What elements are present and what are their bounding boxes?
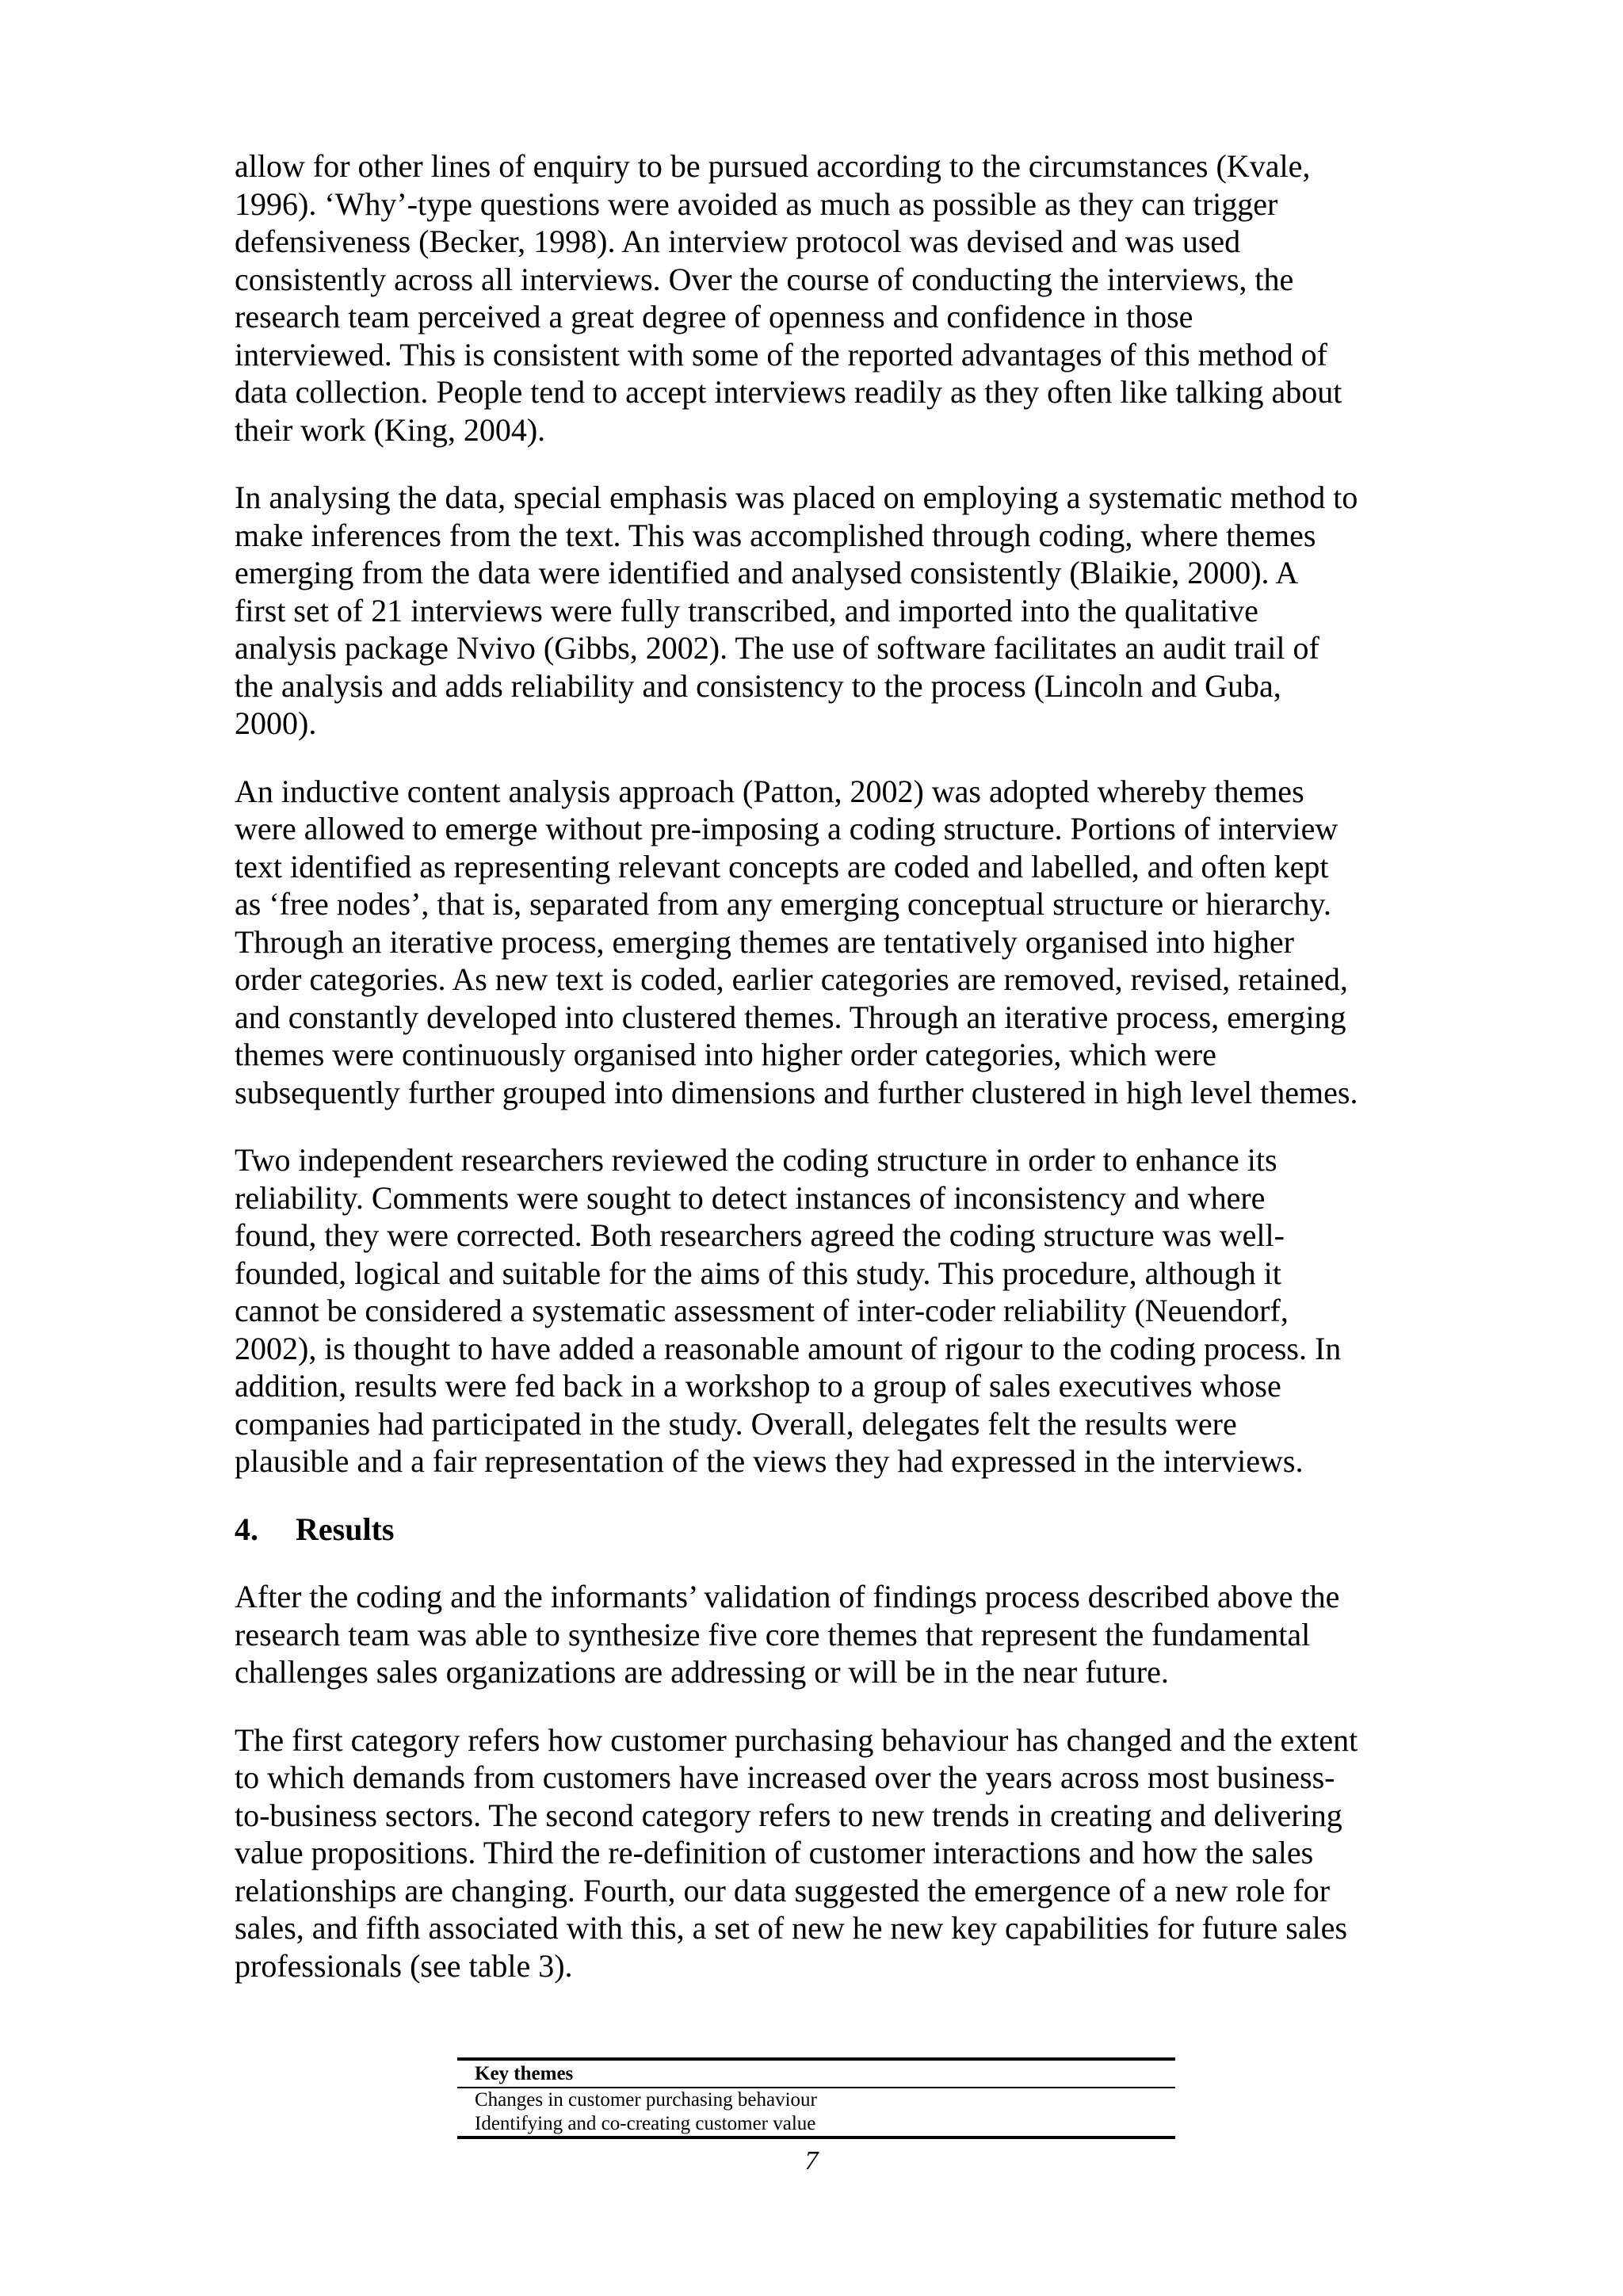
text-line: subsequently further grouped into dimensions and further clustered in high level themes. bbox=[235, 1074, 1358, 1110]
text-line: After the coding and the informants’ validation of findings process described above the bbox=[235, 1579, 1340, 1614]
text-line: and constantly developed into clustered themes. Through an iterative process, emerging bbox=[235, 999, 1346, 1035]
text-line: reliability. Comments were sought to detect instances of inconsistency and where bbox=[235, 1179, 1266, 1216]
table-row: Changes in customer purchasing behaviour bbox=[475, 2089, 817, 2111]
text-line: 1996). ‘Why’-type questions were avoided as much as possible as they can trigger bbox=[235, 185, 1278, 222]
text-line: value propositions. Third the re-definition of customer interactions and how the sales bbox=[235, 1835, 1314, 1870]
text-line: The first category refers how customer purchasing behaviour has changed and the extent bbox=[235, 1721, 1358, 1758]
document-body bbox=[235, 147, 1415, 2015]
table-bottom-rule bbox=[457, 2136, 1175, 2139]
text-line: consistently across all interviews. Over the course of conducting the interviews, the bbox=[235, 261, 1294, 297]
text-line: were allowed to emerge without pre-imposing a coding structure. Portions of interview bbox=[235, 811, 1338, 846]
text-line: to-business sectors. The second category refers to new trends in creating and delivering bbox=[235, 1797, 1342, 1833]
text-line: interviewed. This is consistent with some of the reported advantages of this method of bbox=[235, 336, 1327, 372]
text-line: In analysing the data, special emphasis was placed on employing a systematic method to bbox=[235, 479, 1358, 515]
text-line: professionals (see table 3). bbox=[235, 1947, 573, 1984]
paragraph-reliability bbox=[235, 1141, 1415, 1480]
section-title: Results bbox=[296, 1511, 395, 1547]
section-number: 4. bbox=[235, 1511, 258, 1547]
text-line: 2000). bbox=[235, 705, 317, 741]
paragraph-data-analysis bbox=[235, 479, 1415, 743]
text-line: relationships are changing. Fourth, our data suggested the emergence of a new role for bbox=[235, 1872, 1331, 1908]
text-line: make inferences from the text. This was accomplished through coding, where themes bbox=[235, 517, 1316, 553]
text-line: analysis package Nvivo (Gibbs, 2002). The use of software facilitates an audit trail of bbox=[235, 630, 1319, 666]
text-line: data collection. People tend to accept interviews readily as they often like talking about bbox=[235, 374, 1342, 410]
table-row: Identifying and co-creating customer value bbox=[475, 2113, 816, 2134]
table-header: Key themes bbox=[475, 2063, 574, 2084]
key-themes-table bbox=[457, 2057, 1175, 2139]
paragraph-interview-method bbox=[235, 147, 1415, 449]
text-line: companies had participated in the study. Overall, delegates felt the results were bbox=[235, 1405, 1237, 1442]
text-line: first set of 21 interviews were fully transcribed, and imported into the qualitative bbox=[235, 592, 1258, 628]
text-line: emerging from the data were identified and analysed consistently (Blaikie, 2000). A bbox=[235, 555, 1299, 590]
text-line: as ‘free nodes’, that is, separated from any emerging conceptual structure or hierarchy. bbox=[235, 886, 1331, 922]
text-line: An inductive content analysis approach (Patton, 2002) was adopted whereby themes bbox=[235, 773, 1304, 809]
text-line: Through an iterative process, emerging themes are tentatively organised into higher bbox=[235, 923, 1294, 960]
text-line: allow for other lines of enquiry to be pursued according to the circumstances (Kvale, bbox=[235, 148, 1311, 184]
page-number: 7 bbox=[804, 2146, 819, 2176]
text-line: research team was able to synthesize five core themes that represent the fundamental bbox=[235, 1616, 1311, 1652]
text-line: sales, and fifth associated with this, a set of new he new key capabilities for future sales bbox=[235, 1910, 1348, 1946]
text-line: order categories. As new text is coded, earlier categories are removed, revised, retained, bbox=[235, 961, 1348, 997]
text-line: founded, logical and suitable for the aims of this study. This procedure, although it bbox=[235, 1255, 1281, 1291]
paragraph-inductive-approach bbox=[235, 773, 1415, 1112]
text-line: research team perceived a great degree of openness and confidence in those bbox=[235, 299, 1193, 334]
paragraph-results-intro bbox=[235, 1578, 1415, 1691]
text-line: challenges sales organizations are addressing or will be in the near future. bbox=[235, 1654, 1169, 1690]
text-line: themes were continuously organised into higher order categories, which were bbox=[235, 1037, 1216, 1072]
text-line: defensiveness (Becker, 1998). An interview protocol was devised and was used bbox=[235, 223, 1241, 259]
text-line: text identified as representing relevant concepts are coded and labelled, and often kept bbox=[235, 848, 1329, 884]
text-line: Two independent researchers reviewed the coding structure in order to enhance its bbox=[235, 1142, 1277, 1178]
paragraph-results-categories bbox=[235, 1721, 1415, 1985]
text-line: the analysis and adds reliability and consistency to the process (Lincoln and Guba, bbox=[235, 667, 1281, 704]
section-heading bbox=[235, 1511, 1415, 1549]
text-line: to which demands from customers have increased over the years across most business- bbox=[235, 1759, 1335, 1795]
text-line: their work (King, 2004). bbox=[235, 411, 546, 448]
text-line: plausible and a fair representation of the views they had expressed in the interviews. bbox=[235, 1443, 1304, 1479]
text-line: addition, results were fed back in a workshop to a group of sales executives whose bbox=[235, 1368, 1281, 1404]
text-line: 2002), is thought to have added a reasonable amount of rigour to the coding process. In bbox=[235, 1330, 1342, 1366]
text-line: cannot be considered a systematic assessment of inter-coder reliability (Neuendorf, bbox=[235, 1293, 1289, 1328]
text-line: found, they were corrected. Both researchers agreed the coding structure was well- bbox=[235, 1217, 1285, 1253]
